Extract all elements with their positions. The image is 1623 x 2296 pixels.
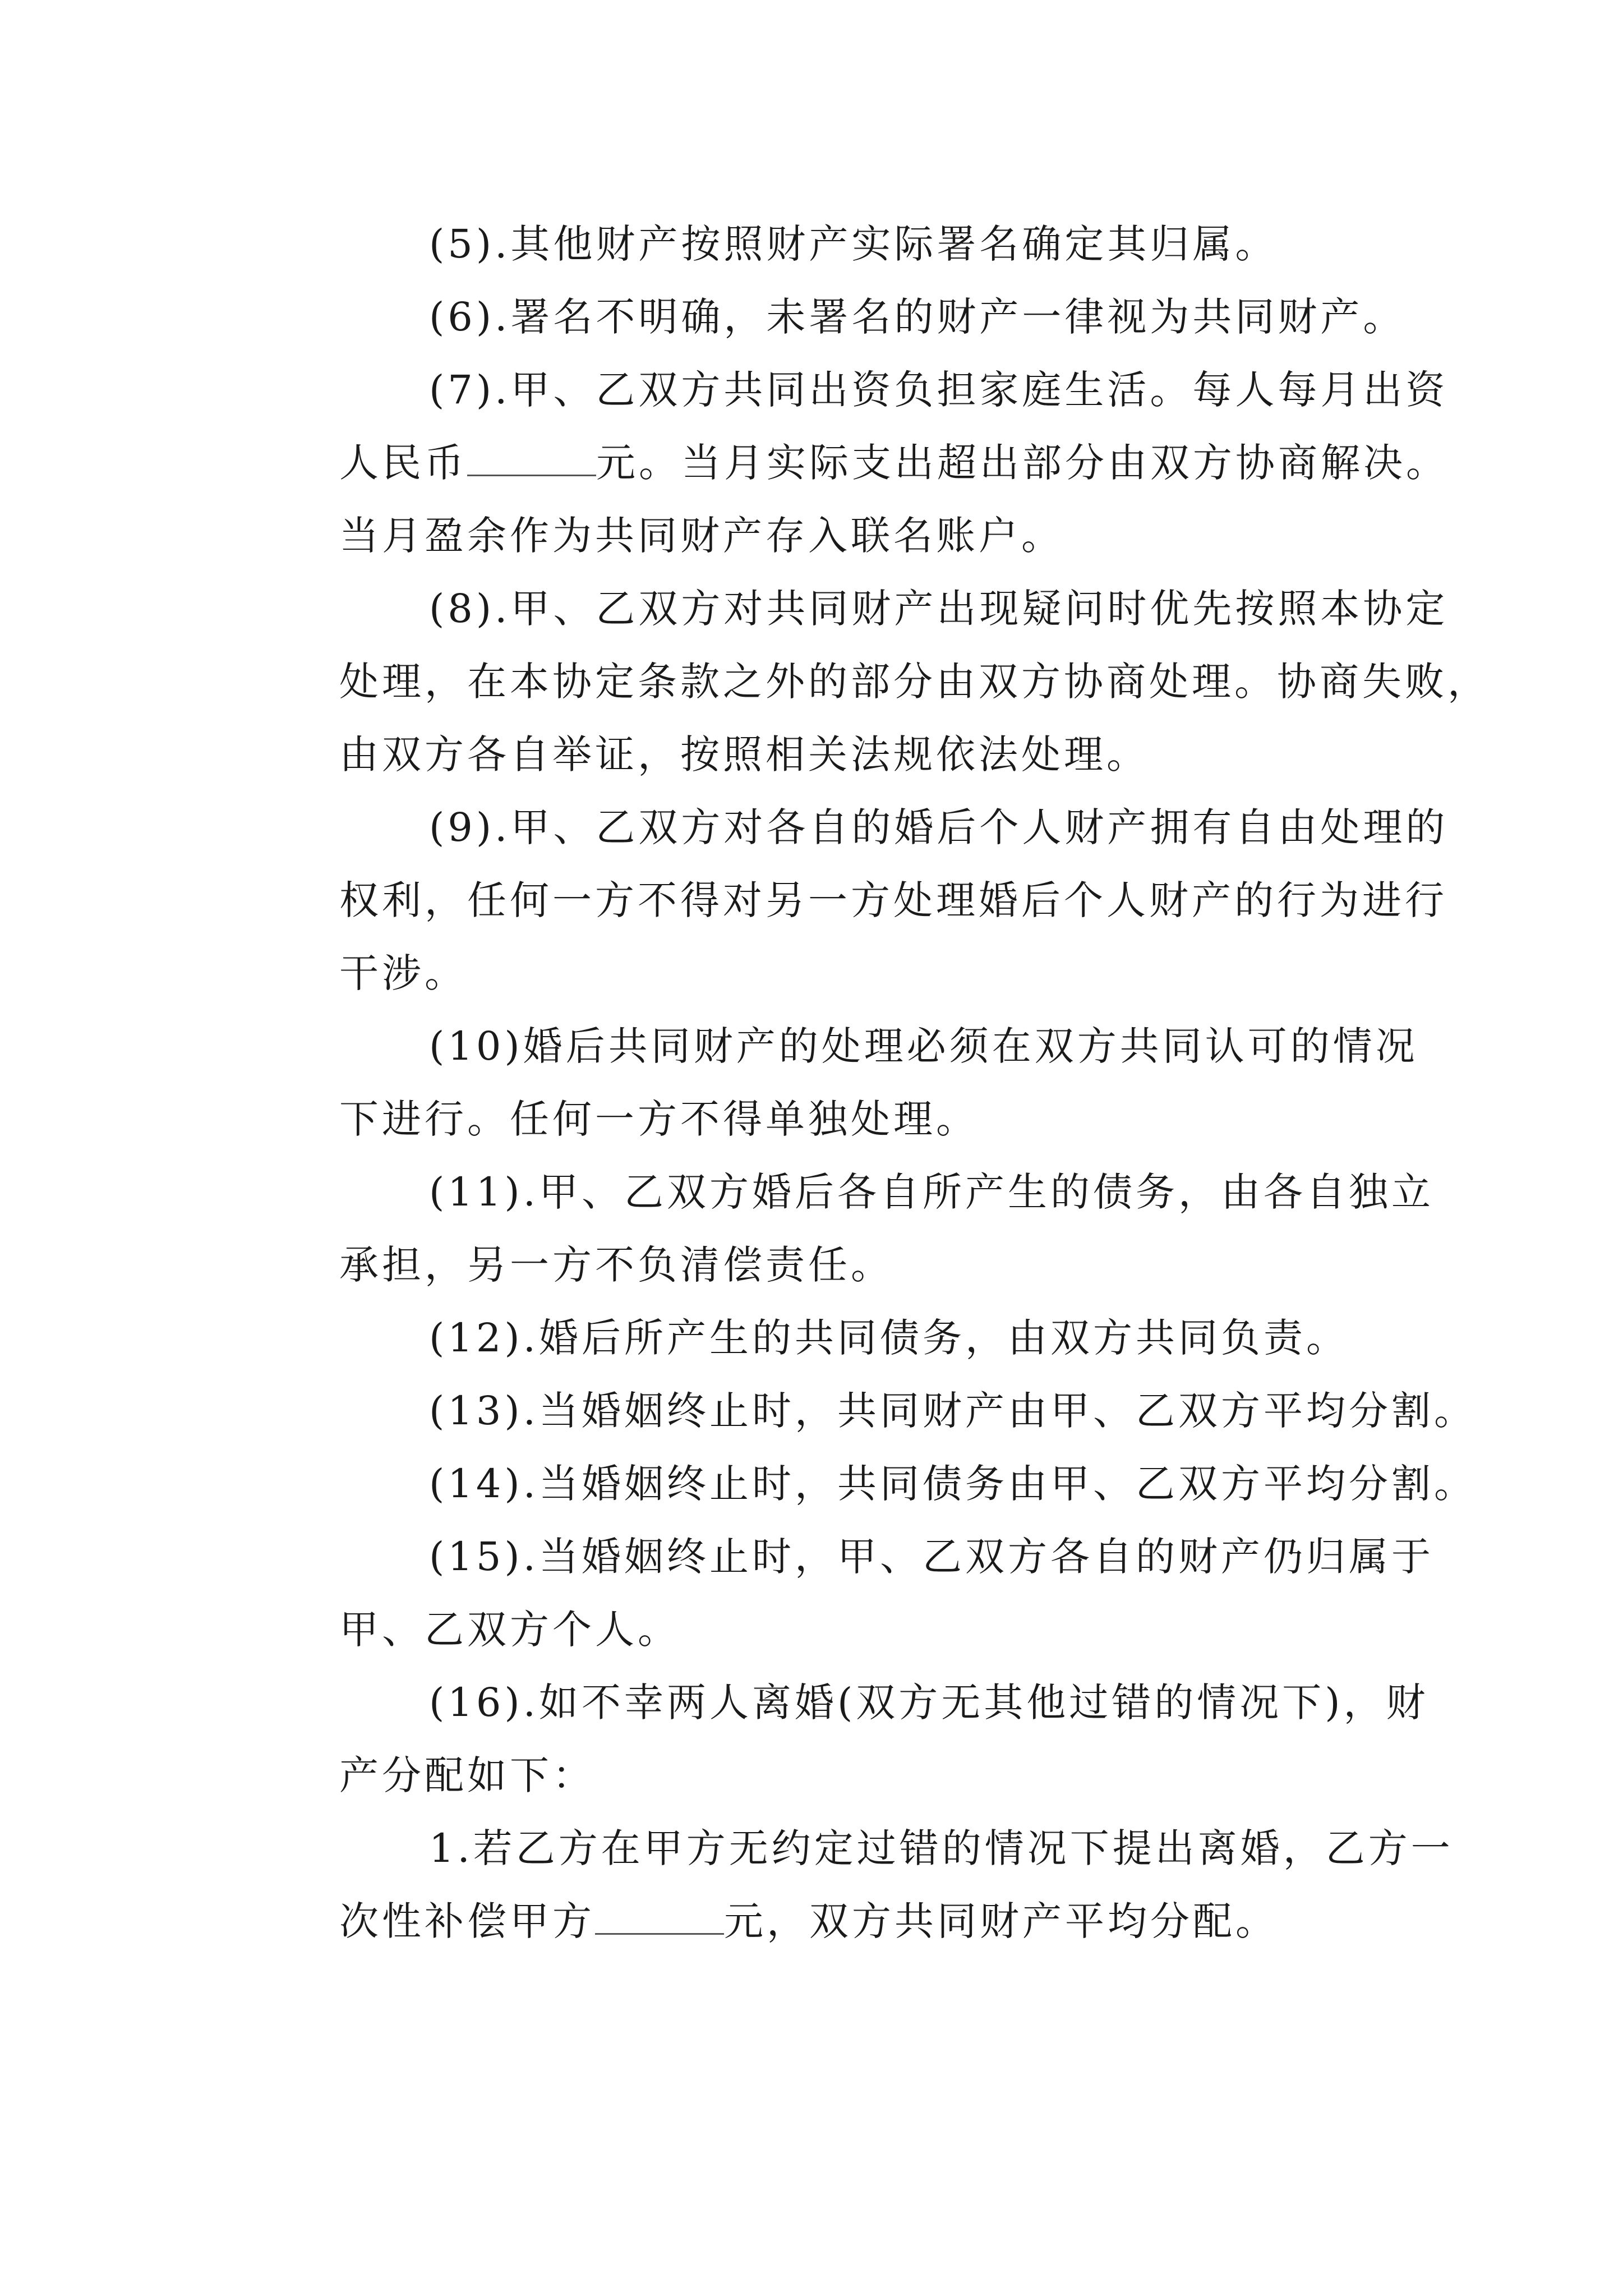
clause-14-line-1: (14).当婚姻终止时，共同债务由甲、乙双方平均分割。: [429, 1461, 1477, 1507]
clause-11: [250, 1156, 1434, 1301]
clause-13: [250, 1374, 1477, 1447]
document-body: [250, 208, 1490, 1958]
sub-item-1-line-2a: 次性补偿甲方: [339, 1898, 595, 1944]
clause-15-line-2: 甲、乙双方个人。: [339, 1607, 680, 1653]
clause-13-line-1: (13).当婚姻终止时，共同财产由甲、乙双方平均分割。: [429, 1388, 1477, 1434]
sub-item-1-line-2b: 元，双方共同财产平均分配。: [724, 1898, 1278, 1944]
clause-7-line-2a: 人民币: [339, 440, 467, 486]
clause-8-line-1: (8).甲、乙双方对共同财产出现疑问时优先按照本协定: [429, 586, 1449, 632]
clause-6-line-1: (6).署名不明确，未署名的财产一律视为共同财产。: [429, 294, 1406, 340]
clause-8-line-2: 处理，在本协定条款之外的部分由双方协商处理。协商失败，: [339, 659, 1490, 705]
amount-blank-compensation: [595, 1894, 724, 1935]
clause-14: [250, 1447, 1477, 1520]
sub-item-1-line-1: 1.若乙方在甲方无约定过错的情况下提出离婚，乙方一: [429, 1825, 1454, 1871]
clause-15: [250, 1520, 1434, 1666]
clause-7-line-2: [250, 426, 1449, 499]
clause-9-line-3: 干涉。: [339, 950, 467, 996]
clause-8-line-3: 由双方各自举证，按照相关法规依法处理。: [339, 731, 1149, 777]
sub-item-1-line-2: [250, 1885, 1388, 1958]
clause-11-line-1: (11).甲、乙双方婚后各自所产生的债务，由各自独立: [429, 1169, 1434, 1215]
clause-9-line-1: (9).甲、乙双方对各自的婚后个人财产拥有自由处理的: [429, 804, 1449, 850]
clause-12-line-1: (12).婚后所产生的共同债务，由双方共同负责。: [429, 1315, 1349, 1361]
clause-5-line-1: (5).其他财产按照财产实际署名确定其归属。: [429, 221, 1278, 267]
clause-16-line-1: (16).如不幸两人离婚(双方无其他过错的情况下)，财: [429, 1680, 1429, 1726]
clause-15-line-1: (15).当婚姻终止时，甲、乙双方各自的财产仍归属于: [429, 1534, 1434, 1580]
amount-blank-monthly: [467, 435, 596, 476]
clause-10: [250, 1010, 1418, 1156]
clause-7: [250, 353, 1449, 572]
clause-12: [250, 1301, 1388, 1374]
clause-7-line-1: (7).甲、乙双方共同出资负担家庭生活。每人每月出资: [429, 367, 1449, 413]
sub-item-1: [250, 1812, 1454, 1958]
clause-7-line-3: 当月盈余作为共同财产存入联名账户。: [339, 513, 1064, 559]
clause-9-line-2: 权利，任何一方不得对另一方处理婚后个人财产的行为进行: [339, 877, 1447, 923]
clause-10-line-1: (10)婚后共同财产的处理必须在双方共同认可的情况: [429, 1023, 1418, 1069]
clause-8: [250, 572, 1490, 791]
clause-5: [250, 208, 1388, 280]
clause-16: [250, 1666, 1429, 1812]
clause-11-line-2: 承担，另一方不负清偿责任。: [339, 1242, 893, 1288]
clause-16-line-2: 产分配如下：: [339, 1752, 595, 1798]
clause-7-line-2b: 元。当月实际支出超出部分由双方协商解决。: [596, 440, 1449, 486]
clause-10-line-2: 下进行。任何一方不得单独处理。: [339, 1096, 979, 1142]
clause-6: [250, 280, 1406, 353]
clause-9: [250, 791, 1449, 1010]
